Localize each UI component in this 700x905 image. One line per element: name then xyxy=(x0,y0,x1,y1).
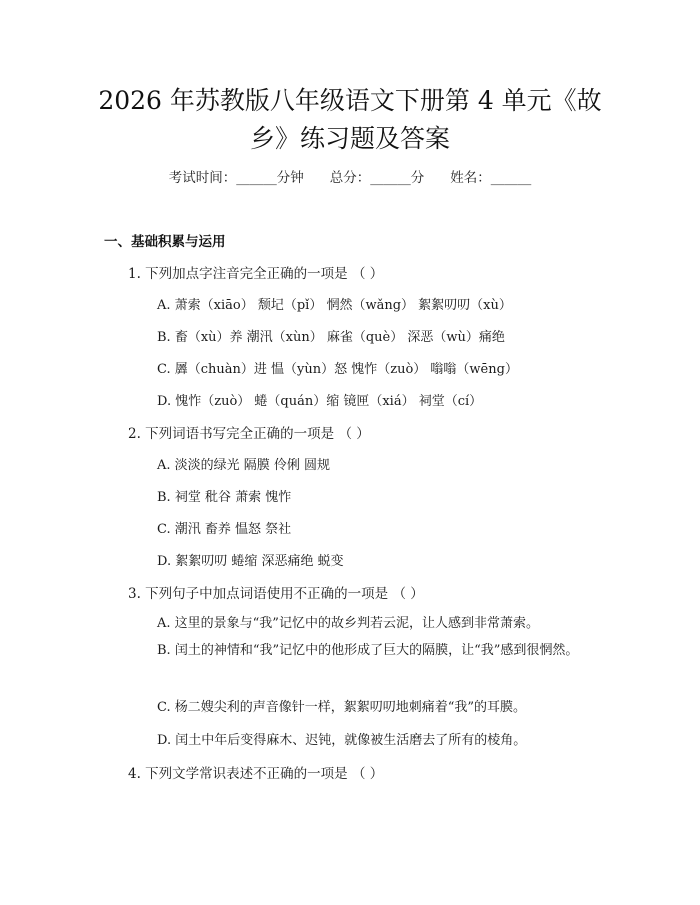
document-title: 2026 年苏教版八年级语文下册第 4 单元《故乡》练习题及答案 xyxy=(98,86,602,153)
question-3-option-b: B. 闰土的神情和“我”记忆中的他形成了巨大的隔膜，让“我”感到很惘然。 xyxy=(157,643,579,658)
question-1-option-b: B. 畜（xù）养 潮汛（xùn） 麻雀（què） 深恶（wù）痛绝 xyxy=(157,330,505,345)
question-3-option-d: D. 闰土中年后变得麻木、迟钝，就像被生活磨去了所有的棱角。 xyxy=(157,733,527,748)
question-4: 4. 下列文学常识表述不正确的一项是 （ ） xyxy=(128,766,384,782)
section-title: 一、基础积累与运用 xyxy=(104,234,226,250)
question-1-option-a: A. 萧索（xiāo） 颓圮（pǐ） 惘然（wǎng） 絮絮叨叨（xù） xyxy=(157,298,512,313)
question-2-option-a: A. 淡淡的绿光 隔膜 伶俐 圆规 xyxy=(157,458,331,473)
question-3: 3. 下列句子中加点词语使用不正确的一项是 （ ） xyxy=(128,586,424,602)
question-2-option-c: C. 潮汛 畜养 愠怒 祭社 xyxy=(157,522,292,537)
exam-time: 考试时间：______分钟 xyxy=(168,170,304,186)
question-3-option-c: C. 杨二嫂尖利的声音像针一样，絮絮叨叨地刺痛着“我”的耳膜。 xyxy=(157,700,527,715)
question-2-option-d: D. 絮絮叨叨 蜷缩 深恶痛绝 蜕变 xyxy=(157,554,344,569)
exam-info xyxy=(0,166,700,186)
question-1: 1. 下列加点字注音完全正确的一项是 （ ） xyxy=(128,266,384,282)
question-3-option-a: A. 这里的景象与“我”记忆中的故乡判若云泥，让人感到非常萧索。 xyxy=(157,616,539,631)
question-2-option-b: B. 祠堂 秕谷 萧索 愧怍 xyxy=(157,490,292,505)
question-1-option-c: C. 羼（chuàn）进 愠（yùn）怒 愧怍（zuò） 嗡嗡（wēng） xyxy=(157,362,518,377)
question-2: 2. 下列词语书写完全正确的一项是 （ ） xyxy=(128,426,370,442)
exam-name: 姓名：______ xyxy=(450,170,532,186)
exam-score: 总分：______分 xyxy=(329,170,425,186)
question-1-option-d: D. 愧怍（zuò） 蜷（quán）缩 镜匣（xiá） 祠堂（cí） xyxy=(157,394,483,409)
